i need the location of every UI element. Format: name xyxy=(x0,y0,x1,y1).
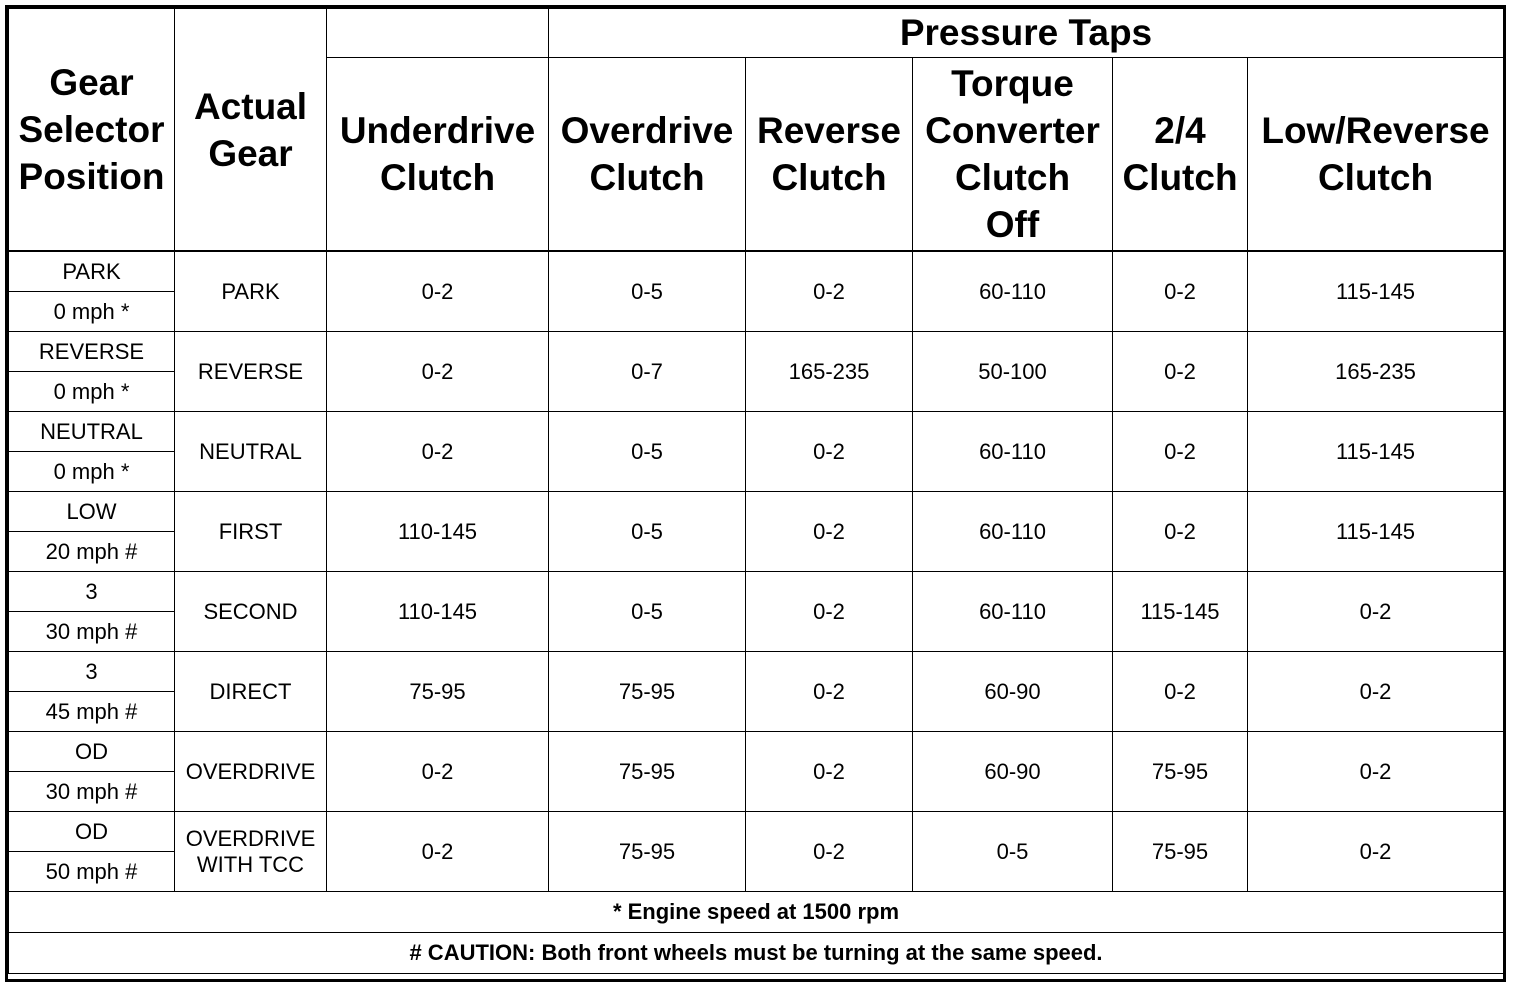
note-row xyxy=(9,933,1504,974)
selector-cell: 3 xyxy=(9,572,175,612)
header-line: 2/4 xyxy=(1154,110,1206,151)
pressure-value-cell: 50-100 xyxy=(913,332,1113,412)
pressure-value-cell: 0-2 xyxy=(1113,332,1248,412)
header-line: FIRST xyxy=(218,518,283,544)
speed-cell: 30 mph # xyxy=(9,772,175,812)
pressure-value-cell: 60-90 xyxy=(913,732,1113,812)
pressure-value-cell: 60-110 xyxy=(913,492,1113,572)
pressure-value-cell: 0-2 xyxy=(1248,732,1504,812)
table-row xyxy=(9,572,1504,612)
column-header xyxy=(746,58,913,252)
header-line: NEUTRAL xyxy=(199,438,302,464)
note-row xyxy=(9,892,1504,933)
header-line: REVERSE xyxy=(197,358,304,384)
pressure-value-cell: 0-2 xyxy=(746,732,913,812)
pressure-value-cell: 0-2 xyxy=(746,492,913,572)
pressure-value-cell: 0-2 xyxy=(327,251,549,332)
table-row xyxy=(9,812,1504,852)
selector-cell: REVERSE xyxy=(9,332,175,372)
header-line: Reverse xyxy=(756,110,901,151)
pressure-value-cell: 115-145 xyxy=(1248,492,1504,572)
header-line: Underdrive xyxy=(339,110,536,151)
pressure-value-cell: 0-5 xyxy=(549,492,746,572)
footnote: * Engine speed at 1500 rpm xyxy=(9,892,1504,933)
header-line: Converter xyxy=(925,110,1100,151)
actual-gear-cell xyxy=(175,812,327,892)
pressure-value-cell: 0-2 xyxy=(1248,812,1504,892)
table-row xyxy=(9,412,1504,452)
header-line: Clutch xyxy=(771,157,887,198)
selector-cell: OD xyxy=(9,812,175,852)
selector-cell: OD xyxy=(9,732,175,772)
pressure-taps-header: Pressure Taps xyxy=(549,9,1504,58)
pressure-value-cell: 60-90 xyxy=(913,652,1113,732)
pressure-value-cell: 115-145 xyxy=(1248,251,1504,332)
header-line: Gear xyxy=(208,132,293,174)
header-line: Clutch xyxy=(1122,157,1238,198)
pressure-value-cell: 0-2 xyxy=(746,251,913,332)
header-line: PARK xyxy=(221,278,280,304)
header-line: Selector xyxy=(18,109,165,150)
pressure-test-table xyxy=(8,8,1504,974)
speed-cell: 50 mph # xyxy=(9,852,175,892)
actual-gear-cell xyxy=(175,732,327,812)
actual-gear-cell xyxy=(175,652,327,732)
selector-cell: LOW xyxy=(9,492,175,532)
pressure-value-cell: 60-110 xyxy=(913,251,1113,332)
pressure-value-cell: 75-95 xyxy=(1113,812,1248,892)
selector-cell: NEUTRAL xyxy=(9,412,175,452)
header-line: SECOND xyxy=(203,598,298,624)
header-row-1 xyxy=(9,9,1504,58)
pressure-value-cell: 75-95 xyxy=(549,732,746,812)
pressure-value-cell: 75-95 xyxy=(549,652,746,732)
pressure-value-cell: 75-95 xyxy=(549,812,746,892)
pressure-value-cell: 0-5 xyxy=(913,812,1113,892)
pressure-value-cell: 0-2 xyxy=(1113,652,1248,732)
header-line: Position xyxy=(18,156,165,197)
header-line: OVERDRIVE xyxy=(185,758,316,784)
pressure-value-cell: 75-95 xyxy=(1113,732,1248,812)
column-header xyxy=(549,58,746,252)
column-header xyxy=(913,58,1113,252)
table-row xyxy=(9,732,1504,772)
selector-cell: 3 xyxy=(9,652,175,692)
selector-cell: PARK xyxy=(9,251,175,292)
actual-gear-cell xyxy=(175,332,327,412)
speed-cell: 30 mph # xyxy=(9,612,175,652)
speed-cell: 0 mph * xyxy=(9,372,175,412)
pressure-value-cell: 0-2 xyxy=(327,812,549,892)
pressure-value-cell: 60-110 xyxy=(913,412,1113,492)
speed-cell: 0 mph * xyxy=(9,292,175,332)
pressure-value-cell: 0-7 xyxy=(549,332,746,412)
header-line: Off xyxy=(985,204,1040,245)
pressure-value-cell: 0-2 xyxy=(1248,572,1504,652)
actual-gear-cell xyxy=(175,251,327,332)
header-line: Gear xyxy=(49,62,134,103)
table-row xyxy=(9,251,1504,292)
pressure-value-cell: 165-235 xyxy=(746,332,913,412)
actual-gear-cell xyxy=(175,492,327,572)
header-line: Clutch xyxy=(589,157,705,198)
footnote: # CAUTION: Both front wheels must be turning at the same speed. xyxy=(9,933,1504,974)
pressure-value-cell: 115-145 xyxy=(1248,412,1504,492)
pressure-value-cell: 75-95 xyxy=(327,652,549,732)
pressure-value-cell: 0-2 xyxy=(327,332,549,412)
pressure-value-cell: 110-145 xyxy=(327,492,549,572)
speed-cell: 0 mph * xyxy=(9,452,175,492)
header-line: Clutch xyxy=(379,157,496,198)
column-header xyxy=(1113,58,1248,252)
column-header xyxy=(327,58,549,252)
table-row xyxy=(9,652,1504,692)
pressure-value-cell: 165-235 xyxy=(1248,332,1504,412)
header-line: Torque xyxy=(951,63,1074,104)
actual-gear-header xyxy=(175,9,327,252)
pressure-value-cell: 0-2 xyxy=(746,412,913,492)
gear-selector-position-header xyxy=(9,9,175,252)
pressure-value-cell: 0-5 xyxy=(549,572,746,652)
pressure-value-cell: 0-2 xyxy=(1113,412,1248,492)
header-line: WITH TCC xyxy=(196,851,305,877)
actual-gear-cell xyxy=(175,412,327,492)
pressure-taps-spacer xyxy=(327,9,549,58)
speed-cell: 20 mph # xyxy=(9,532,175,572)
pressure-value-cell: 0-2 xyxy=(1113,492,1248,572)
pressure-value-cell: 0-2 xyxy=(327,732,549,812)
pressure-value-cell: 0-2 xyxy=(746,812,913,892)
header-line: DIRECT xyxy=(209,678,292,704)
pressure-value-cell: 110-145 xyxy=(327,572,549,652)
pressure-value-cell: 0-2 xyxy=(1113,251,1248,332)
table-row xyxy=(9,332,1504,372)
header-line: Clutch xyxy=(954,157,1071,198)
header-line: Actual xyxy=(193,85,308,127)
header-line: Overdrive xyxy=(560,110,734,151)
pressure-value-cell: 0-2 xyxy=(1248,652,1504,732)
header-line: OVERDRIVE xyxy=(185,825,316,851)
speed-cell: 45 mph # xyxy=(9,692,175,732)
actual-gear-cell xyxy=(175,572,327,652)
pressure-value-cell: 0-2 xyxy=(746,652,913,732)
pressure-value-cell: 0-5 xyxy=(549,412,746,492)
pressure-value-cell: 0-2 xyxy=(327,412,549,492)
column-header xyxy=(1248,58,1504,252)
pressure-value-cell: 115-145 xyxy=(1113,572,1248,652)
pressure-value-cell: 60-110 xyxy=(913,572,1113,652)
pressure-value-cell: 0-5 xyxy=(549,251,746,332)
table-row xyxy=(9,492,1504,532)
pressure-value-cell: 0-2 xyxy=(746,572,913,652)
header-line: Low/Reverse xyxy=(1261,110,1490,151)
header-line: Clutch xyxy=(1317,157,1434,198)
